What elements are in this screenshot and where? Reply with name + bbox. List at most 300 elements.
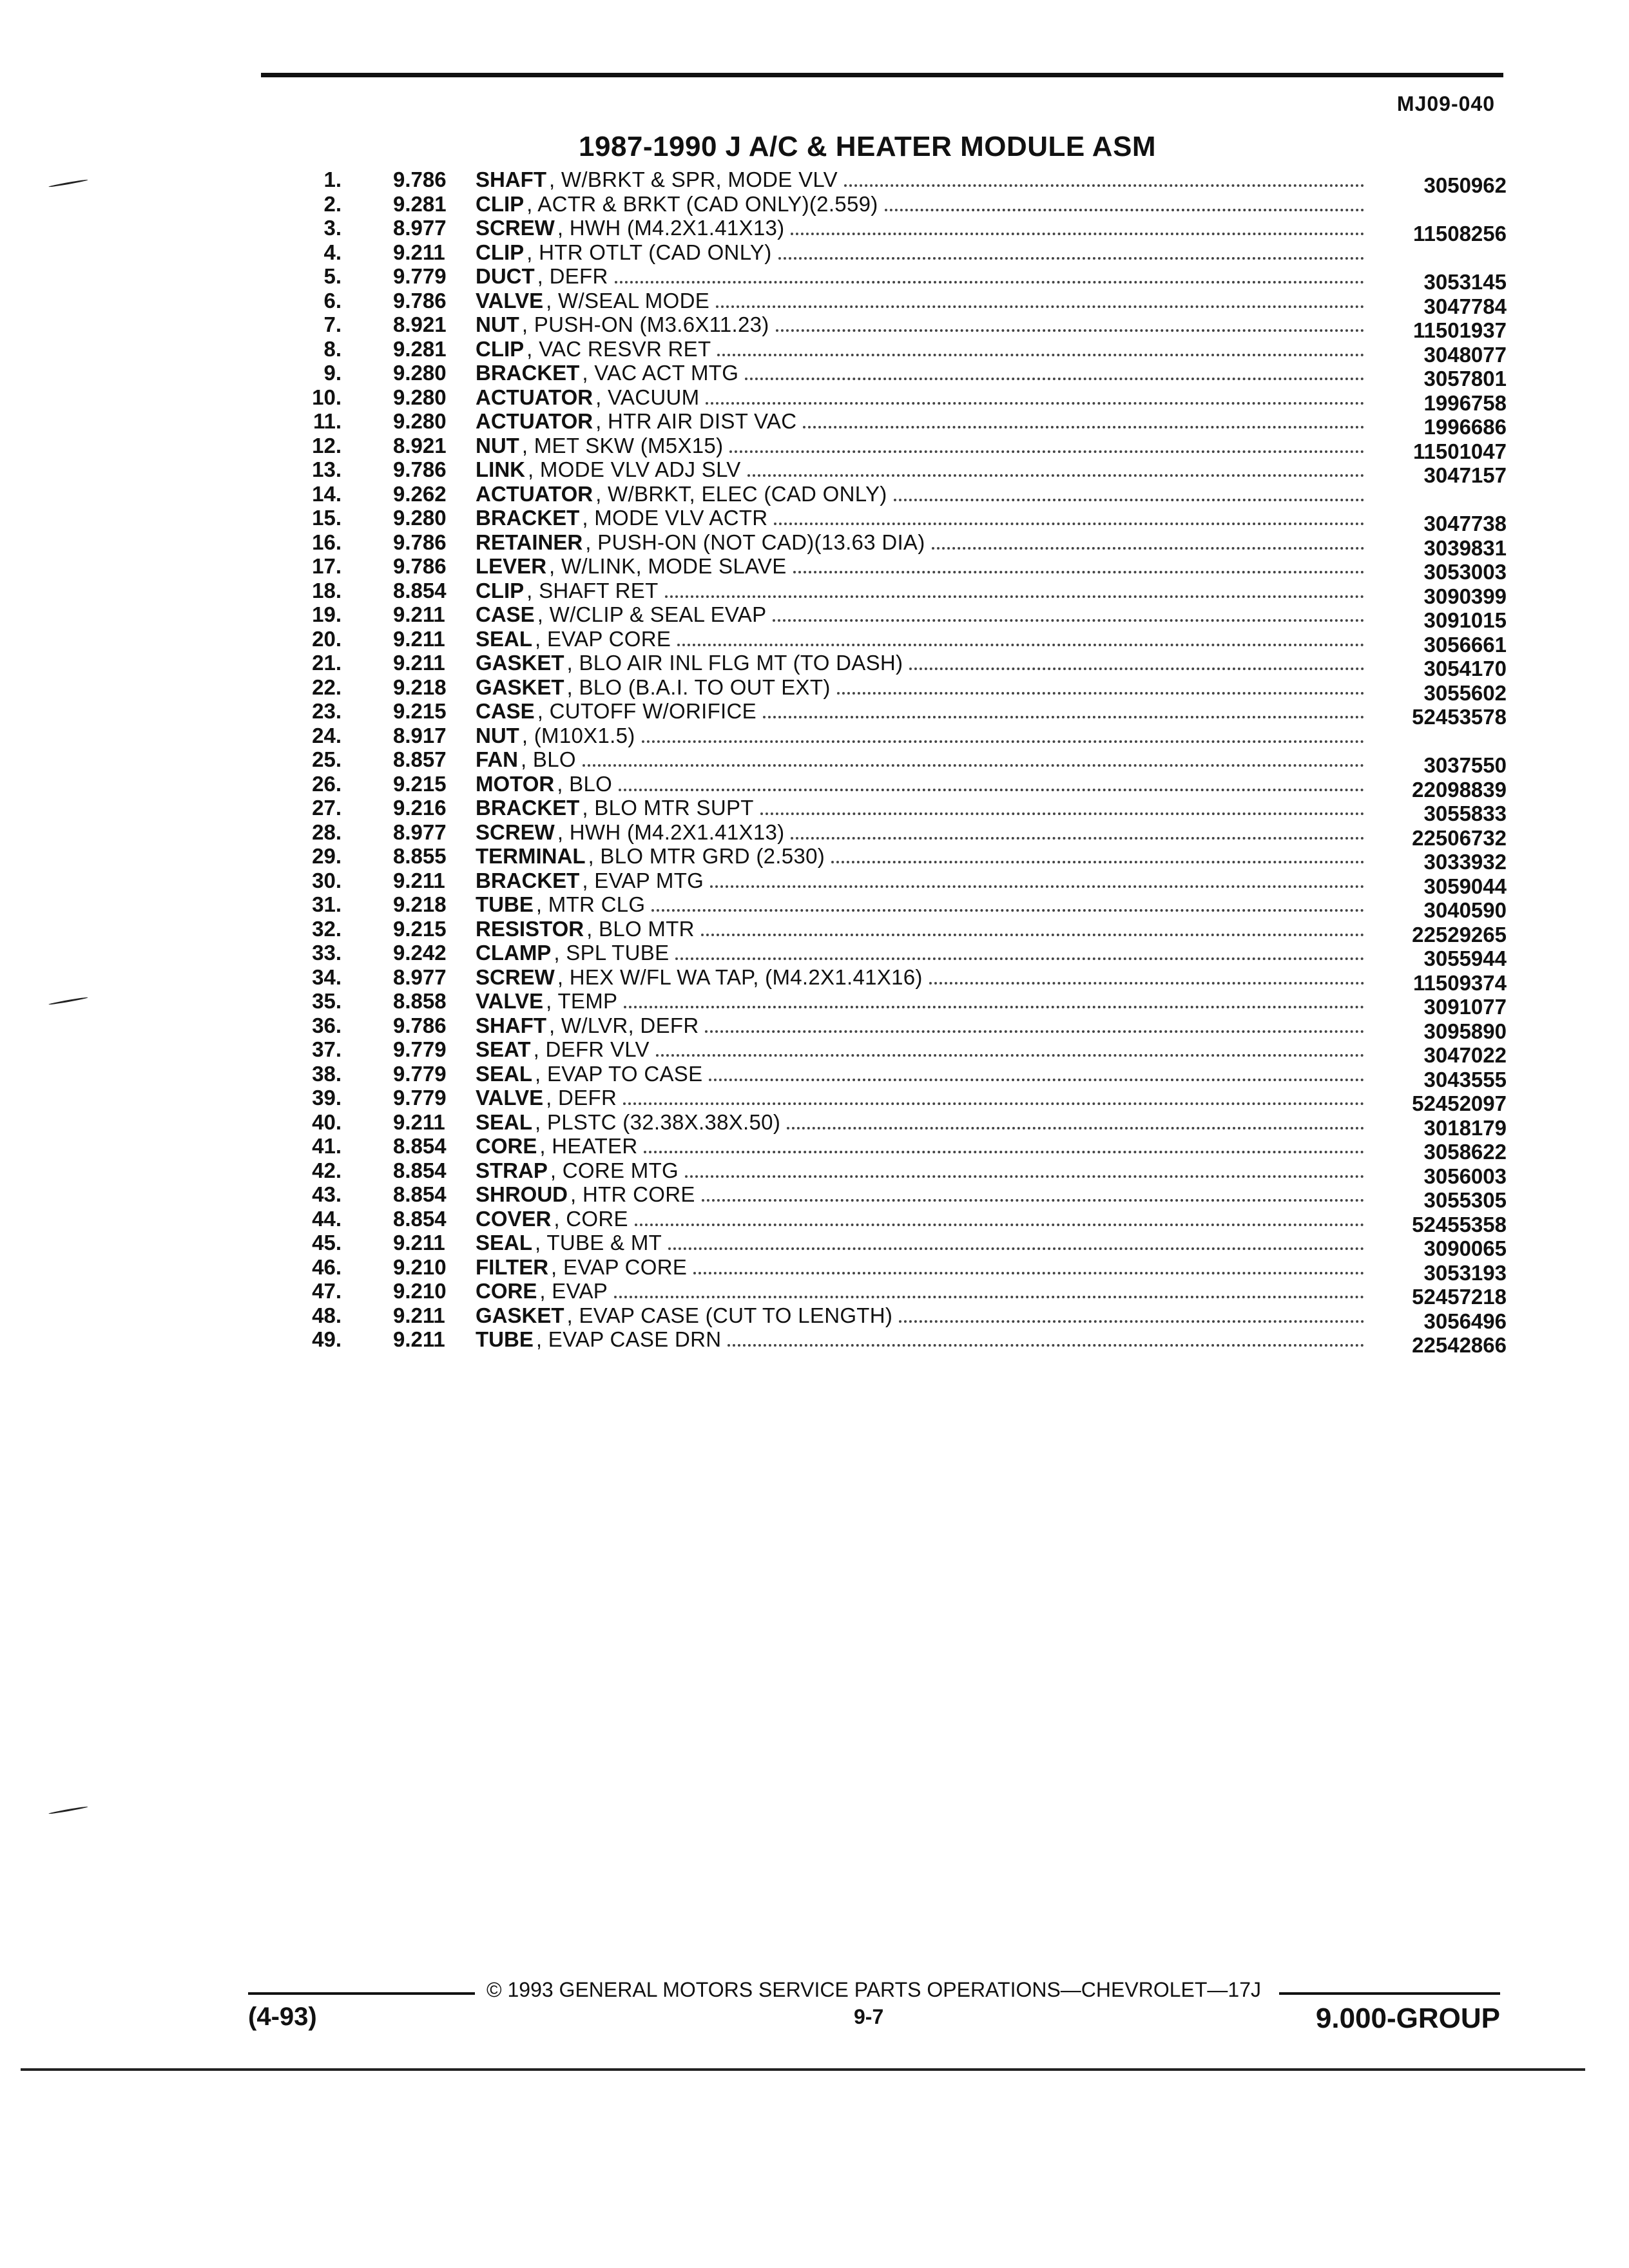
dot-leader: [932, 530, 1364, 550]
group-number: 9.210: [393, 1279, 447, 1303]
part-name: RETAINER: [476, 530, 583, 554]
group-number: 9.786: [393, 1013, 447, 1037]
part-detail: , PUSH-ON (NOT CAD)(13.63 DIA): [585, 530, 925, 554]
part-number: 11509374: [1412, 970, 1507, 995]
part-name: RESISTOR: [476, 916, 584, 941]
part-detail: , VAC ACT MTG: [582, 361, 739, 385]
part-row: [0, 1158, 1629, 1188]
item-number: 13.: [312, 457, 342, 481]
part-number: 11501937: [1412, 318, 1507, 342]
group-number: 9.215: [393, 771, 447, 796]
part-number: 3047738: [1423, 512, 1507, 535]
part-detail: , W/CLIP & SEAL EVAP: [537, 602, 767, 626]
group-number: 9.211: [393, 868, 445, 892]
item-number: 8.: [323, 336, 342, 361]
part-row: [0, 1061, 1629, 1091]
dot-leader: [623, 1086, 1364, 1105]
part-row: [0, 216, 1629, 245]
item-number: 32.: [312, 916, 342, 941]
part-number: 3056661: [1423, 632, 1507, 657]
group-number: 8.977: [393, 216, 447, 240]
part-description: [476, 289, 1368, 313]
part-number: 3091015: [1423, 608, 1507, 632]
part-name: LINK: [476, 457, 525, 481]
dot-leader: [791, 820, 1364, 840]
part-name: CLAMP: [476, 941, 552, 965]
part-name: BRACKET: [476, 361, 580, 385]
part-description: [476, 627, 1368, 651]
dot-leader: [803, 409, 1364, 428]
item-number: 5.: [323, 264, 342, 288]
part-name: VALVE: [476, 989, 544, 1013]
part-row: [0, 724, 1629, 748]
part-detail: , HTR CORE: [570, 1182, 695, 1206]
part-name: GASKET: [476, 1303, 564, 1327]
group-number: 8.977: [393, 965, 447, 989]
part-name: VALVE: [476, 1086, 544, 1110]
group-number: 8.855: [393, 844, 447, 868]
item-number: 41.: [312, 1134, 342, 1158]
part-detail: , EVAP MTG: [582, 868, 704, 892]
dot-leader: [635, 1207, 1364, 1226]
item-number: 31.: [312, 892, 342, 916]
item-number: 45.: [312, 1231, 342, 1254]
dot-leader: [899, 1303, 1364, 1323]
part-description: [476, 385, 1368, 410]
part-number: 3090399: [1423, 584, 1507, 608]
part-row: [0, 240, 1629, 265]
group-number: 9.211: [393, 626, 445, 651]
part-description: [476, 1086, 1368, 1110]
item-number: 43.: [312, 1182, 342, 1206]
group-number: 9.786: [393, 554, 447, 578]
part-row: [0, 651, 1629, 680]
dot-leader: [729, 434, 1364, 453]
bottom-rule: [21, 2068, 1585, 2071]
part-row: [0, 602, 1629, 632]
item-number: 22.: [312, 675, 342, 699]
part-row: [0, 1279, 1629, 1309]
part-description: [476, 554, 1368, 579]
part-number: 3056496: [1423, 1309, 1507, 1333]
part-description: [476, 192, 1368, 216]
part-detail: , ACTR & BRKT (CAD ONLY)(2.559): [526, 191, 878, 216]
part-name: SHAFT: [476, 1013, 546, 1037]
part-name: SHROUD: [476, 1182, 568, 1206]
part-detail: , W/LINK, MODE SLAVE: [549, 554, 787, 578]
group-number: 9.211: [393, 1327, 445, 1351]
part-name: SCREW: [476, 216, 555, 240]
page-number: 9-7: [854, 2005, 884, 2028]
part-name: CLIP: [476, 240, 525, 264]
group-number: 8.857: [393, 747, 447, 771]
dot-leader: [728, 1327, 1364, 1347]
part-number: 3033932: [1423, 850, 1507, 874]
item-number: 12.: [312, 433, 342, 457]
group-number: 8.921: [393, 433, 447, 457]
part-number: 3037550: [1423, 753, 1507, 777]
group-number: 9.211: [393, 240, 445, 264]
part-number: 52453578: [1412, 705, 1507, 729]
part-number: 3018179: [1423, 1115, 1507, 1140]
part-number: 3055833: [1423, 802, 1507, 825]
dot-leader: [894, 482, 1364, 501]
part-number: 52455358: [1412, 1212, 1507, 1236]
group-number: 9.215: [393, 699, 447, 723]
part-name: GASKET: [476, 675, 564, 699]
part-detail: , PUSH-ON (M3.6X11.23): [521, 312, 769, 336]
dot-leader: [885, 192, 1364, 211]
group-number: 9.779: [393, 1037, 447, 1061]
item-number: 21.: [312, 651, 342, 675]
part-name: SCREW: [476, 820, 555, 844]
revision-date: (4-93): [248, 2003, 317, 2031]
dot-leader: [675, 941, 1364, 960]
item-number: 29.: [312, 844, 342, 868]
part-number: 3055602: [1423, 680, 1507, 705]
item-number: 1.: [323, 168, 342, 191]
part-row: [0, 989, 1629, 1019]
part-row: [0, 1254, 1629, 1285]
part-row: [0, 288, 1629, 318]
part-row: [0, 385, 1629, 415]
part-description: [476, 579, 1368, 603]
part-description: [476, 530, 1368, 555]
part-detail: , SHAFT RET: [526, 578, 659, 602]
part-detail: , CORE MTG: [550, 1158, 679, 1182]
group-number: 9.211: [393, 1231, 445, 1254]
dot-leader: [773, 602, 1364, 622]
part-detail: , VAC RESVR RET: [526, 336, 711, 361]
part-name: CASE: [476, 602, 535, 626]
part-detail: , W/LVR, DEFR: [549, 1013, 699, 1037]
part-row: [0, 1182, 1629, 1212]
part-number: 3095890: [1423, 1019, 1507, 1043]
copyright-notice: © 1993 GENERAL MOTORS SERVICE PARTS OPERATIONS—CHEVROLET—17J: [487, 1978, 1261, 2001]
item-number: 25.: [312, 747, 342, 771]
part-description: [476, 796, 1368, 820]
part-row: [0, 361, 1629, 390]
dot-leader: [705, 1014, 1364, 1033]
part-number: 1996758: [1423, 390, 1507, 415]
part-number: 22542866: [1412, 1333, 1507, 1357]
item-number: 10.: [312, 385, 342, 409]
part-description: [476, 1207, 1368, 1231]
part-name: DUCT: [476, 264, 535, 288]
part-name: CLIP: [476, 191, 525, 216]
part-description: [476, 1327, 1368, 1352]
part-detail: , TUBE & MT: [535, 1231, 662, 1254]
dot-leader: [716, 289, 1364, 308]
item-number: 4.: [323, 240, 342, 264]
part-number: 3055944: [1423, 947, 1507, 970]
part-number: 3090065: [1423, 1236, 1507, 1260]
dot-leader: [745, 361, 1364, 380]
part-row: [0, 554, 1629, 584]
part-detail: , MET SKW (M5X15): [521, 433, 724, 457]
part-number: 11508256: [1412, 222, 1507, 245]
part-row: [0, 868, 1629, 898]
part-detail: , HTR AIR DIST VAC: [595, 409, 797, 433]
part-description: [476, 361, 1368, 385]
part-number: 3047784: [1423, 294, 1507, 318]
part-name: NUT: [476, 723, 519, 747]
item-number: 15.: [312, 506, 342, 530]
part-number: 3048077: [1423, 342, 1507, 367]
part-description: [476, 1279, 1368, 1303]
group-number: 9.281: [393, 191, 447, 216]
part-row: [0, 626, 1629, 657]
group-number: 9.211: [393, 651, 445, 675]
part-description: [476, 675, 1368, 700]
part-number: 3040590: [1423, 898, 1507, 922]
part-name: NUT: [476, 312, 519, 336]
part-number: 52457218: [1412, 1285, 1507, 1309]
part-row: [0, 506, 1629, 535]
item-number: 46.: [312, 1254, 342, 1279]
part-name: BRACKET: [476, 796, 580, 820]
dot-leader: [791, 216, 1364, 235]
item-number: 2.: [323, 191, 342, 216]
part-number: 3059044: [1423, 874, 1507, 898]
part-name: CORE: [476, 1279, 537, 1303]
part-name: CLIP: [476, 336, 525, 361]
group-number: 9.786: [393, 530, 447, 554]
dot-leader: [614, 1279, 1364, 1298]
part-detail: , HEATER: [539, 1134, 638, 1158]
part-detail: , TEMP: [546, 989, 618, 1013]
part-name: MOTOR: [476, 771, 555, 796]
dot-leader: [837, 675, 1364, 695]
part-row: [0, 1110, 1629, 1140]
part-row: [0, 168, 1629, 197]
group-number: 9.218: [393, 892, 447, 916]
group-number: 9.262: [393, 481, 447, 506]
dot-leader: [831, 844, 1364, 863]
dot-leader: [774, 506, 1364, 525]
part-name: SEAT: [476, 1037, 531, 1061]
group-number: 9.786: [393, 288, 447, 312]
part-row: [0, 1037, 1629, 1067]
group-number: 9.242: [393, 941, 447, 965]
item-number: 35.: [312, 989, 342, 1013]
part-description: [476, 917, 1368, 941]
group-number: 8.921: [393, 312, 447, 336]
part-name: BRACKET: [476, 506, 580, 530]
dot-leader: [717, 337, 1364, 356]
dot-leader: [763, 699, 1364, 718]
part-name: BRACKET: [476, 868, 580, 892]
part-detail: , EVAP CASE DRN: [535, 1327, 722, 1351]
group-number: 8.854: [393, 578, 447, 602]
part-name: GASKET: [476, 651, 564, 675]
part-row: [0, 433, 1629, 463]
part-detail: , DEFR VLV: [533, 1037, 650, 1061]
dot-leader: [929, 965, 1364, 985]
item-number: 18.: [312, 578, 342, 602]
part-number: 3053145: [1423, 270, 1507, 294]
group-number: 9.779: [393, 1086, 447, 1110]
item-number: 17.: [312, 554, 342, 578]
top-rule: [261, 73, 1503, 77]
part-row: [0, 916, 1629, 947]
part-description: [476, 1037, 1368, 1062]
part-row: [0, 578, 1629, 608]
part-number: 3055305: [1423, 1188, 1507, 1212]
dot-leader: [710, 869, 1364, 888]
part-name: ACTUATOR: [476, 481, 593, 506]
part-description: [476, 941, 1368, 965]
dot-leader: [651, 892, 1364, 912]
item-number: 20.: [312, 626, 342, 651]
part-number: 3054170: [1423, 657, 1507, 680]
group-number: 9.218: [393, 675, 447, 699]
part-description: [476, 965, 1368, 990]
group-number: 9.216: [393, 796, 447, 820]
footer-rule-left: [248, 1992, 475, 1995]
item-number: 37.: [312, 1037, 342, 1061]
item-number: 30.: [312, 868, 342, 892]
part-number: 3058622: [1423, 1140, 1507, 1164]
dot-leader: [644, 1134, 1364, 1153]
part-detail: , (M10X1.5): [521, 723, 635, 747]
part-description: [476, 337, 1368, 361]
part-row: [0, 941, 1629, 970]
part-name: SEAL: [476, 1061, 533, 1086]
part-row: [0, 457, 1629, 487]
part-name: STRAP: [476, 1158, 548, 1182]
item-number: 44.: [312, 1206, 342, 1231]
group-number: 9.786: [393, 457, 447, 481]
dot-leader: [778, 240, 1365, 260]
item-number: 26.: [312, 771, 342, 796]
part-row: [0, 1327, 1629, 1357]
dot-leader: [844, 168, 1364, 187]
group-number: 9.215: [393, 916, 447, 941]
part-name: CASE: [476, 699, 535, 723]
part-detail: , SPL TUBE: [554, 941, 670, 965]
dot-leader: [693, 1255, 1364, 1274]
part-number: 52452097: [1412, 1091, 1507, 1115]
part-description: [476, 1014, 1368, 1038]
document-code: MJ09-040: [1396, 92, 1495, 115]
part-row: [0, 336, 1629, 367]
part-description: [476, 651, 1368, 675]
item-number: 40.: [312, 1110, 342, 1134]
part-name: CLIP: [476, 578, 525, 602]
part-description: [476, 240, 1368, 265]
group-number: 9.280: [393, 385, 447, 409]
part-name: TERMINAL: [476, 844, 586, 868]
part-name: CORE: [476, 1134, 537, 1158]
part-detail: , PLSTC (32.38X.38X.50): [535, 1110, 781, 1134]
part-detail: , BLO AIR INL FLG MT (TO DASH): [566, 651, 903, 675]
part-detail: , BLO: [521, 747, 576, 771]
part-row: [0, 264, 1629, 294]
part-name: SEAL: [476, 1231, 533, 1254]
part-number: 3091077: [1423, 995, 1507, 1019]
edge-mark: [48, 1806, 88, 1815]
part-detail: , EVAP TO CASE: [535, 1061, 703, 1086]
item-number: 9.: [323, 361, 342, 385]
part-detail: , MODE VLV ADJ SLV: [528, 457, 741, 481]
part-detail: , HWH (M4.2X1.41X13): [557, 820, 785, 844]
part-description: [476, 602, 1368, 627]
part-row: [0, 965, 1629, 995]
part-name: FAN: [476, 747, 518, 771]
part-detail: , W/BRKT, ELEC (CAD ONLY): [595, 481, 887, 506]
dot-leader: [583, 747, 1364, 767]
group-number: 9.280: [393, 361, 447, 385]
group-number: 8.854: [393, 1206, 447, 1231]
group-number: 9.779: [393, 264, 447, 288]
part-name: FILTER: [476, 1254, 549, 1279]
part-detail: , BLO MTR: [586, 916, 695, 941]
dot-leader: [619, 772, 1364, 791]
part-number: 3053003: [1423, 560, 1507, 584]
part-description: [476, 1134, 1368, 1158]
item-number: 42.: [312, 1158, 342, 1182]
part-row: [0, 1013, 1629, 1043]
item-number: 27.: [312, 796, 342, 820]
part-name: SCREW: [476, 965, 555, 989]
part-number: 3039831: [1423, 535, 1507, 560]
item-number: 19.: [312, 602, 342, 626]
item-number: 38.: [312, 1061, 342, 1086]
part-row: [0, 1303, 1629, 1333]
item-number: 49.: [312, 1327, 342, 1351]
item-number: 6.: [323, 288, 342, 312]
dot-leader: [909, 651, 1364, 670]
part-description: [476, 1255, 1368, 1280]
part-detail: , EVAP CASE (CUT TO LENGTH): [566, 1303, 893, 1327]
part-detail: , BLO MTR SUPT: [582, 796, 754, 820]
part-row: [0, 312, 1629, 342]
part-detail: , BLO: [557, 771, 613, 796]
part-description: [476, 312, 1368, 337]
dot-leader: [747, 457, 1364, 477]
part-detail: , W/SEAL MODE: [546, 288, 710, 312]
part-description: [476, 482, 1368, 506]
part-description: [476, 434, 1368, 458]
item-number: 39.: [312, 1086, 342, 1110]
group-number: 8.854: [393, 1158, 447, 1182]
group-number: 9.786: [393, 168, 447, 191]
part-name: SHAFT: [476, 168, 546, 191]
group-number: 8.854: [393, 1134, 447, 1158]
part-row: [0, 771, 1629, 802]
part-detail: , W/BRKT & SPR, MODE VLV: [549, 168, 838, 191]
group-number: 9.280: [393, 409, 447, 433]
dot-leader: [760, 796, 1364, 815]
part-number: 22098839: [1412, 777, 1507, 802]
part-number: 1996686: [1423, 415, 1507, 439]
item-number: 28.: [312, 820, 342, 844]
part-name: COVER: [476, 1206, 552, 1231]
dot-leader: [668, 1231, 1364, 1250]
footer-rule-right: [1279, 1992, 1500, 1995]
part-description: [476, 216, 1368, 240]
part-detail: , HTR OTLT (CAD ONLY): [526, 240, 772, 264]
part-row: [0, 796, 1629, 825]
part-description: [476, 699, 1368, 724]
group-number: 9.211: [393, 1110, 445, 1134]
part-description: [476, 892, 1368, 917]
group-number: 8.917: [393, 723, 447, 747]
part-row: [0, 192, 1629, 216]
item-number: 33.: [312, 941, 342, 965]
group-number: 9.210: [393, 1254, 447, 1279]
